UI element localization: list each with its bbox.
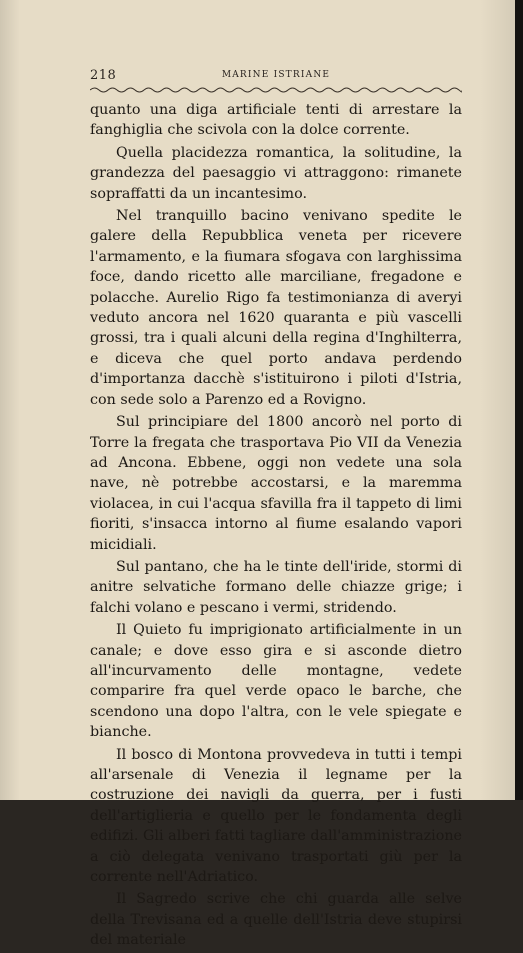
book-spine-edge <box>515 0 523 800</box>
paragraph: Quella placidezza romantica, la solitudine, la grandezza del paesaggio vi attraggono: rimanete sopraffatti da un incantesimo. <box>90 144 462 202</box>
paragraph: Nel tranquillo bacino venivano spedite le galere della Repubblica veneta per ricevere l'armamento, e la fiumara sfogava con larghissima foce, dando ricetto alle marciliane, fregadone e polacche. Aurelio Rigo fa testimonianza di averyi veduto ancora nel 1620 quaranta e più vascelli grossi, tra i quali alcuni della regina d'Inghilterra, e diceva che quel porto andava perdendo d'importanza dacchè s'istituirono i piloti d'Istria, con sede solo a Parenzo ed a Rovigno. <box>90 208 462 408</box>
page-header <box>90 66 462 88</box>
paragraph: Il Sagredo scrive che chi guarda alle selve della Trevisana ed a quelle dell'Istria deve stupirsi del materiale <box>90 891 462 949</box>
wavy-rule <box>90 86 462 94</box>
paragraph: Sul principiare del 1800 ancorò nel porto di Torre la fregata che trasportava Pio VII da Venezia ad Ancona. Ebbene, oggi non vedete una sola nave, nè potrebbe accostarsi, e la maremma violacea, in cui l'acqua sfavilla fra il tappeto di limi fioriti, s'insacca intorno al fiume esalando vapori micidiali. <box>90 414 462 553</box>
body-text <box>90 100 462 953</box>
paragraph: Il bosco di Montona provvedeva in tutti i tempi all'arsenale di Venezia il legname per la costruzione dei navigli da guerra, per i fusti dell'artiglieria e quello per le fondamenta degli edifizi. Gli alberi fatti tagliare dall'amministrazione a ciò delegata venivano trasportati giù per la corrente nell'Adriatico. <box>90 746 462 886</box>
page-number: 218 <box>90 68 117 83</box>
paragraph: Il Quieto fu imprigionato artificialmente in un canale; e dove esso gira e si asconde dietro all'incurvamento delle montagne, vedete comparire fra quel verde opaco le barche, che scendono una dopo l'altra, con le vele spiegate e bianche. <box>90 622 462 741</box>
running-title: MARINE ISTRIANE <box>221 70 331 80</box>
paragraph: Sul pantano, che ha le tinte dell'iride, stormi di anitre selvatiche formano delle chiazze grige; i falchi volano e pescano i vermi, stridendo. <box>90 558 462 616</box>
paragraph: quanto una diga artificiale tenti di arrestare la fanghiglia che scivola con la dolce corrente. <box>90 102 462 139</box>
